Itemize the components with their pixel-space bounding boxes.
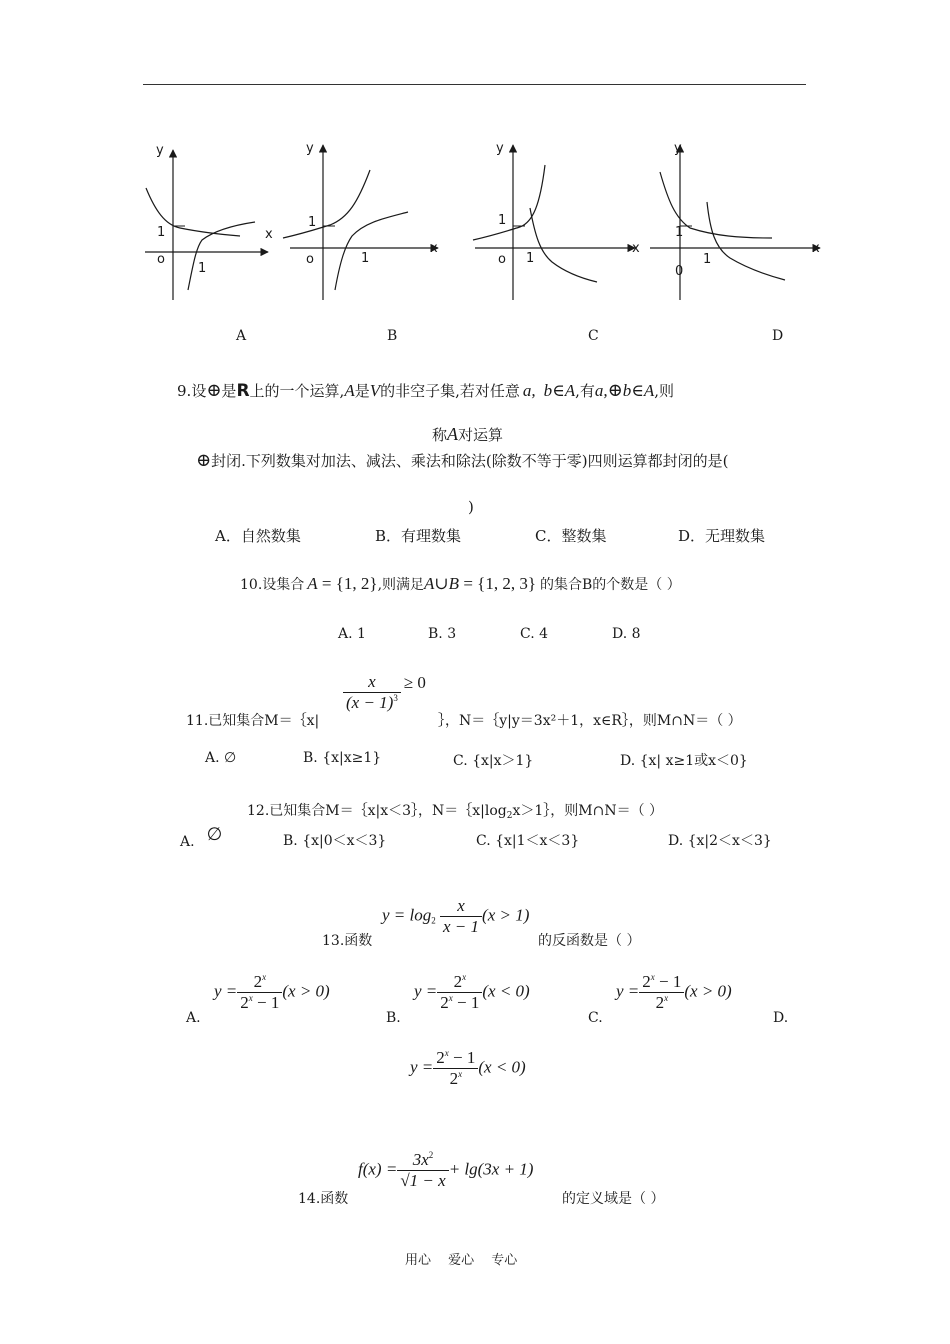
graph-a-y-label: y — [156, 143, 164, 158]
q12-option-d: D. {x|2＜x＜3} — [668, 833, 772, 849]
graph-a-one-y: 1 — [157, 225, 166, 240]
graph-b-log-curve — [335, 212, 408, 290]
q11-fraction: $\frac{x}{(x - 1)^3}$ ≥ 0 — [343, 672, 426, 713]
q12-option-a: A. ∅ — [180, 824, 223, 850]
q11-rest: ｝，N＝｛y|y＝3x²＋1，x∈R｝，则M∩N＝（ ） — [438, 713, 742, 729]
graph-d-y-label: y — [674, 141, 682, 156]
q11-option-d: D. {x| x≥1或x＜0} — [620, 753, 748, 769]
q11-option-a: A. ∅ — [205, 750, 237, 766]
q14-suffix: 的定义域是（ ） — [562, 1191, 665, 1207]
graph-label-b: B — [387, 328, 398, 344]
graph-b-one-y: 1 — [308, 215, 317, 230]
graph-a-origin: o — [157, 252, 165, 267]
q13-label-a: A. — [186, 1010, 201, 1026]
oplus-symbol: ⊕ — [206, 380, 222, 401]
graph-d-log-curve — [707, 202, 785, 280]
graph-c-one-x: 1 — [526, 251, 535, 266]
q13-prefix: 13.函数 — [322, 933, 373, 949]
q11-option-c: C. {x|x＞1} — [453, 753, 534, 769]
q13-suffix: 的反函数是（ ） — [538, 933, 641, 949]
q9-option-c: C．整数集 — [535, 527, 607, 545]
q10-option-b: B. 3 — [428, 626, 457, 642]
graph-b-y-label: y — [306, 141, 314, 156]
q13-option-a: y = $\frac{2^x}{2^x - 1}$ (x > 0) — [214, 972, 330, 1012]
q10-option-c: C. 4 — [520, 626, 549, 642]
graph-label-a: A — [236, 328, 247, 344]
q9-line4: ) — [468, 498, 474, 516]
q9-option-b: B．有理数集 — [375, 527, 462, 545]
q9-line2: 称A对运算 — [432, 424, 504, 444]
q13-function: $y = \log_2$ $\frac{x}{x - 1}$ (x > 1) — [382, 896, 530, 936]
q11-prefix: 11.已知集合M＝｛x| — [186, 713, 320, 729]
q9-line1: 9.设⊕是R上的一个运算,A是V的非空子集,若对任意 a, b∈A,有a,⊕b∈A,则 — [177, 380, 675, 401]
graph-d-origin: 0 — [675, 264, 684, 279]
graph-d-one-y: 1 — [675, 225, 684, 240]
graph-b-one-x: 1 — [361, 251, 370, 266]
page-footer: 用心 爱心 专心 — [405, 1253, 518, 1268]
graph-a-log-curve — [188, 222, 255, 290]
q13-label-c: C. — [588, 1010, 603, 1026]
header-rule — [143, 84, 806, 85]
q12-option-c: C. {x|1＜x＜3} — [476, 833, 580, 849]
graphs-figure — [130, 130, 830, 360]
graph-d-x-label: x — [812, 241, 820, 256]
q13-option-d: y = $\frac{2^x - 1}{2^x}$ (x < 0) — [410, 1048, 526, 1088]
q10-option-d: D. 8 — [612, 626, 641, 642]
q9-option-d: D．无理数集 — [678, 527, 766, 545]
graph-c-origin: o — [498, 252, 506, 267]
graph-b-x-label: x — [430, 241, 438, 256]
empty-set-icon: ∅ — [206, 824, 223, 845]
q10-line: 10.设集合 A = {1, 2},则满足A∪B = {1, 2, 3} 的集合B的个数是（ ） — [240, 574, 681, 593]
graph-a-x-label: x — [265, 227, 273, 242]
q13-option-b: y = $\frac{2^x}{2^x - 1}$ (x < 0) — [414, 972, 530, 1012]
graph-b-exp-curve — [283, 170, 370, 238]
graph-c-y-label: y — [496, 141, 504, 156]
q10-option-a: A. 1 — [338, 626, 366, 642]
q12-option-b: B. {x|0＜x＜3} — [283, 833, 387, 849]
graph-c-log-curve — [530, 208, 597, 282]
graph-c-one-y: 1 — [498, 213, 507, 228]
graph-b-origin: o — [306, 252, 314, 267]
graph-a-one-x: 1 — [198, 261, 207, 276]
q13-label-b: B. — [386, 1010, 401, 1026]
q9-option-a: A．自然数集 — [215, 527, 301, 545]
q14-function: f(x) = $\frac{3x^2}{√1 - x}$ + lg(3x + 1) — [358, 1150, 534, 1190]
q9-line3: ⊕封闭.下列数集对加法、减法、乘法和除法(除数不等于零)四则运算都封闭的是( — [196, 450, 729, 471]
q13-option-c: y = $\frac{2^x - 1}{2^x}$ (x > 0) — [616, 972, 732, 1012]
q14-prefix: 14.函数 — [298, 1191, 349, 1207]
graph-label-c: C — [588, 328, 599, 344]
q13-label-d: D. — [773, 1010, 789, 1026]
q11-option-b: B. {x|x≥1} — [303, 750, 382, 766]
q12-line: 12.已知集合M＝｛x|x＜3｝，$N=\{x|\log_2x>1\}$，则M∩N＝（ ） — [247, 803, 664, 821]
graph-label-d: D — [772, 328, 784, 344]
graph-b — [283, 145, 438, 300]
graph-c-x-label: x — [632, 241, 640, 256]
graph-d-one-x: 1 — [703, 252, 712, 267]
